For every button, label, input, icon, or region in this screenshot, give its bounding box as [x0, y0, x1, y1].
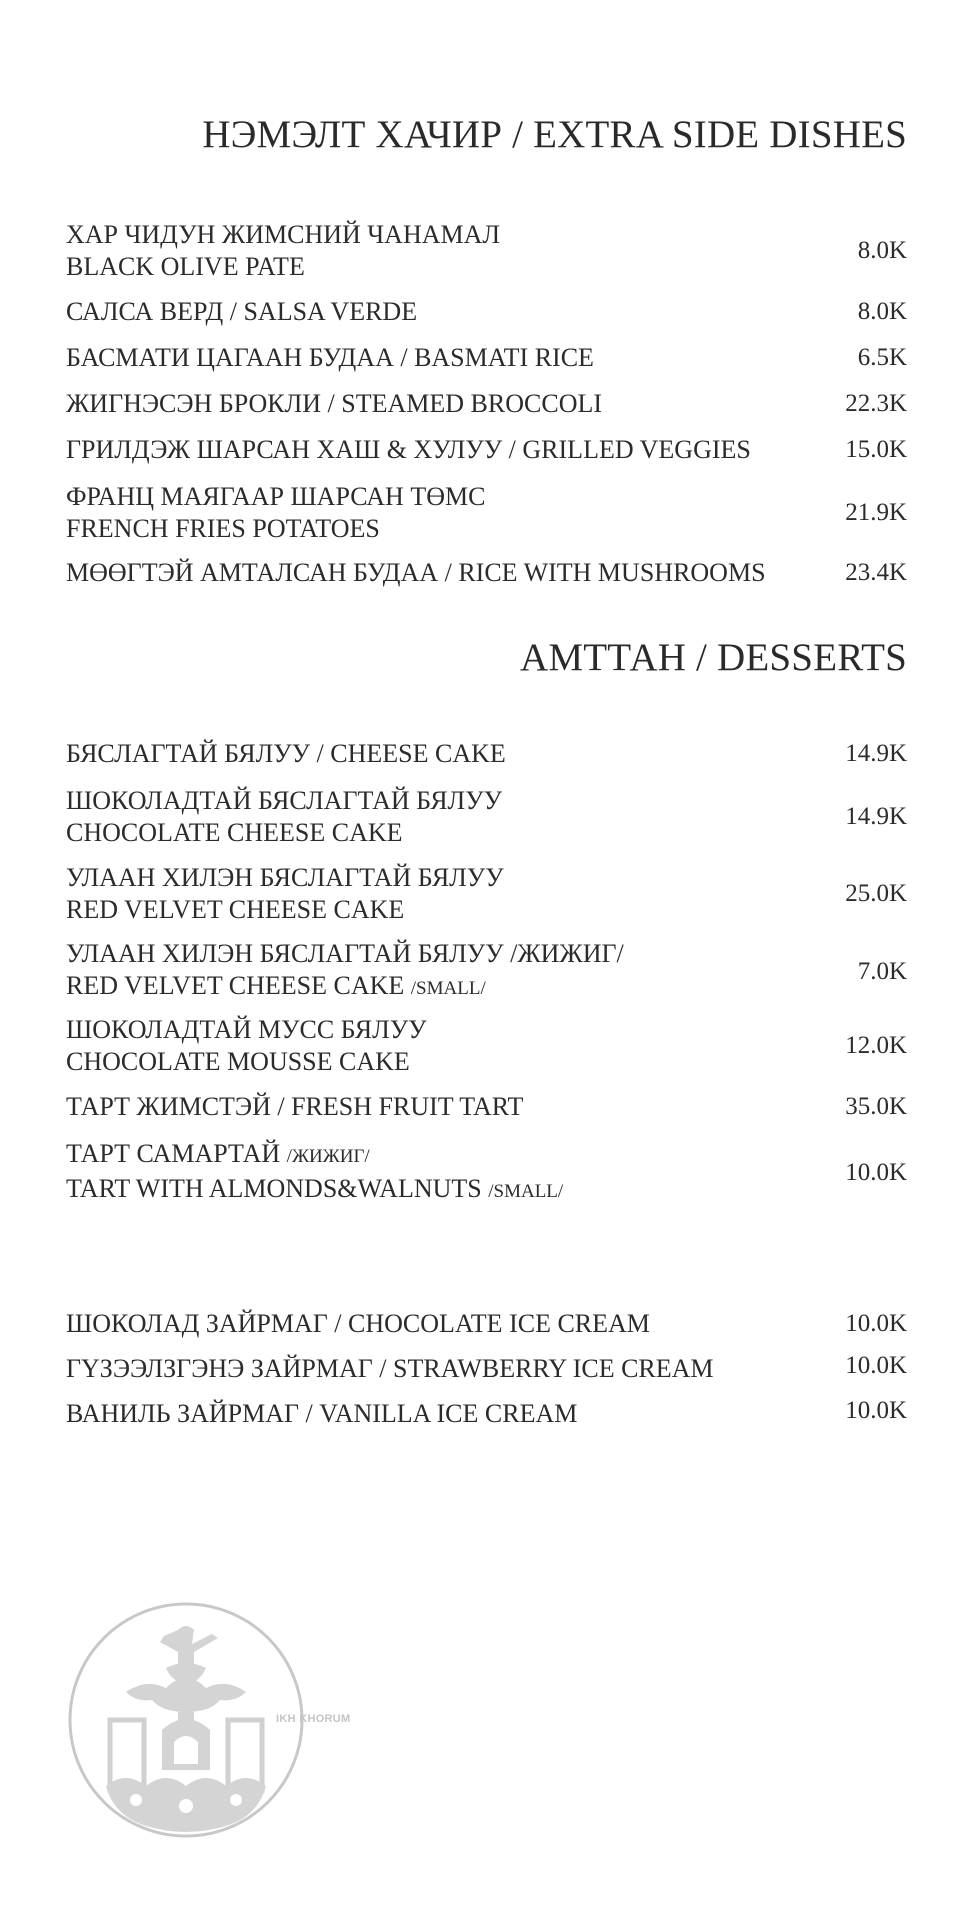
menu-item: ФРАНЦ МАЯГААР ШАРСАН ТӨМС FRENCH FRIES POTATOES 21.9K [66, 482, 907, 543]
menu-item-price: 35.0K [845, 1093, 907, 1120]
menu-item: ХАР ЧИДУН ЖИМСНИЙ ЧАНАМАЛ BLACK OLIVE PATE 8.0K [66, 220, 907, 281]
menu-item-price: 8.0K [857, 237, 907, 264]
menu-item: ЖИГНЭСЭН БРОКЛИ / STEAMED BROCCOLI 22.3K [66, 389, 907, 418]
menu-item: УЛААН ХИЛЭН БЯСЛАГТАЙ БЯЛУУ RED VELVET CHEESE CAKE 25.0K [66, 863, 907, 924]
menu-item-price: 10.0K [845, 1159, 907, 1186]
ikh-khorum-logo [66, 1600, 306, 1840]
menu-item-price: 10.0K [845, 1310, 907, 1337]
menu-item: БАСМАТИ ЦАГААН БУДАА / BASMATI RICE 6.5K [66, 343, 907, 372]
menu-item: УЛААН ХИЛЭН БЯСЛАГТАЙ БЯЛУУ /ЖИЖИГ/ RED VELVET CHEESE CAKE /SMALL/ 7.0K [66, 939, 907, 1000]
menu-item-price: 22.3K [845, 390, 907, 417]
menu-item-price: 10.0K [845, 1396, 907, 1424]
menu-item: ГҮЗЭЭЛЗГЭНЭ ЗАЙРМАГ / STRAWBERRY ICE CREAM 10.0K [66, 1351, 907, 1383]
menu-item: ШОКОЛАДТАЙ МУСС БЯЛУУ CHOCOLATE MOUSSE CAKE 12.0K [66, 1015, 907, 1076]
menu-item-price: 21.9K [845, 499, 907, 526]
menu-item-price: 14.9K [845, 803, 907, 830]
menu-item-price: 8.0K [857, 298, 907, 325]
menu-item-price: 12.0K [845, 1032, 907, 1059]
menu-item: ТАРТ ЖИМСТЭЙ / FRESH FRUIT TART 35.0K [66, 1092, 907, 1121]
menu-item: ШОКОЛАДТАЙ БЯСЛАГТАЙ БЯЛУУ CHOCOLATE CHEESE CAKE 14.9K [66, 786, 907, 847]
menu-item: ГРИЛДЭЖ ШАРСАН ХАШ & ХУЛУУ / GRILLED VEGGIES 15.0K [66, 435, 907, 464]
menu-item-price: 10.0K [845, 1351, 907, 1379]
menu-item-price: 25.0K [845, 880, 907, 907]
menu-item-price: 14.9K [845, 740, 907, 767]
menu-item-price: 15.0K [845, 436, 907, 463]
menu-item-price: 23.4K [845, 559, 907, 586]
desserts-title: АМТТАН / DESSERTS [520, 636, 907, 679]
menu-item: ШОКОЛАД ЗАЙРМАГ / CHOCOLATE ICE CREAM 10.0K [66, 1309, 907, 1338]
menu-item: ВАНИЛЬ ЗАЙРМАГ / VANILLA ICE CREAM 10.0K [66, 1396, 907, 1428]
menu-item: САЛСА ВЕРД / SALSA VERDE 8.0K [66, 297, 907, 326]
menu-item: ТАРТ САМАРТАЙ /ЖИЖИГ/ TART WITH ALMONDS&WALNUTS /SMALL/ 10.0K [66, 1139, 907, 1203]
menu-item-price: 6.5K [857, 344, 907, 371]
logo-text: IKH KHORUM [276, 1713, 351, 1725]
menu-item: БЯСЛАГТАЙ БЯЛУУ / CHEESE CAKE 14.9K [66, 739, 907, 768]
side-dishes-title: НЭМЭЛТ ХАЧИР / EXTRA SIDE DISHES [202, 113, 907, 156]
menu-item-price: 7.0K [857, 957, 907, 985]
menu-item: МӨӨГТЭЙ АМТАЛСАН БУДАА / RICE WITH MUSHROOMS 23.4K [66, 558, 907, 587]
